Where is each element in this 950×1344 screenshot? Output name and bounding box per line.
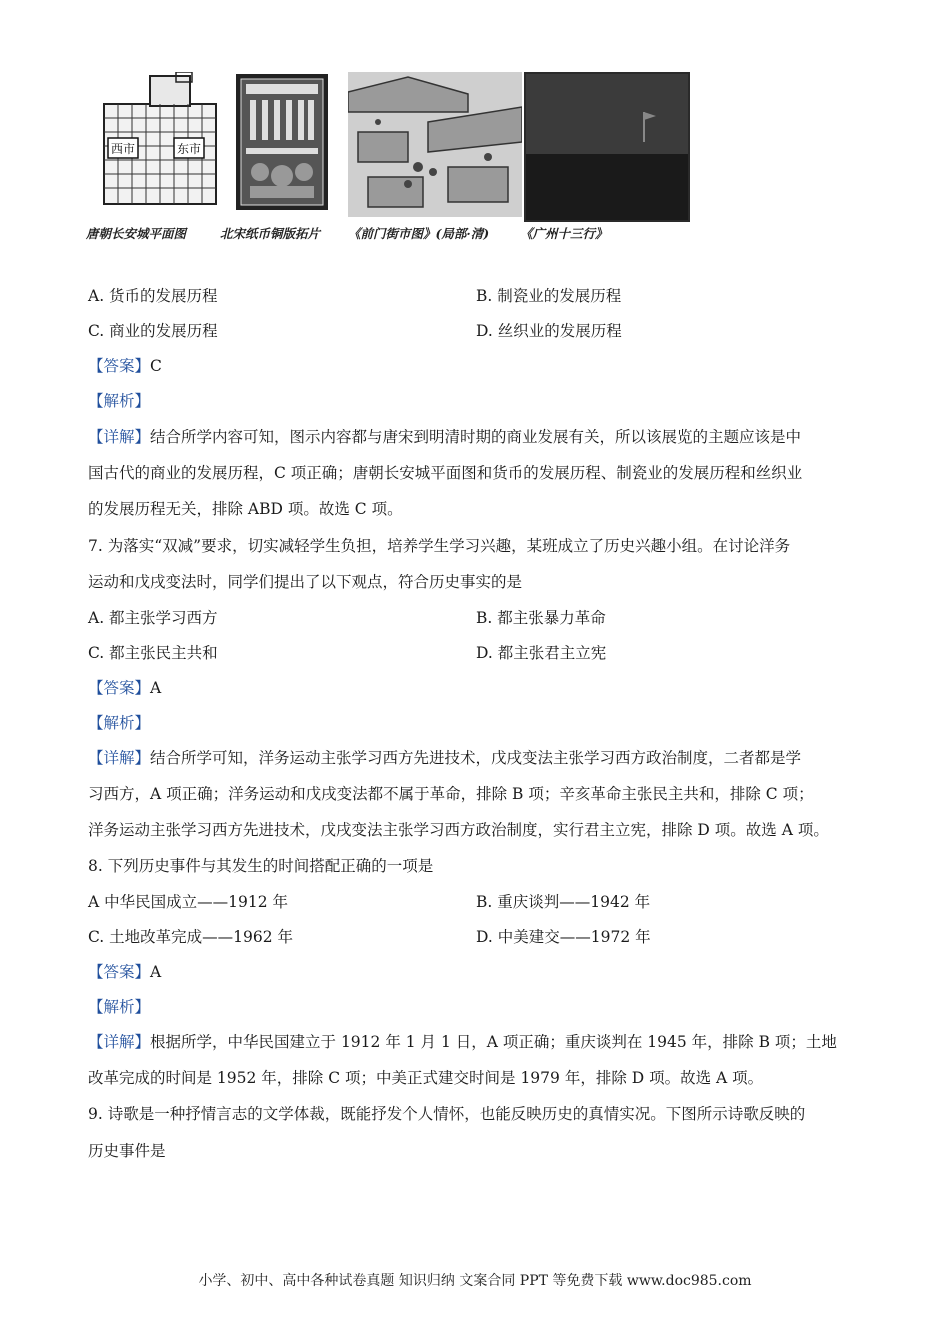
q6-option-a: A. 货币的发展历程 <box>88 287 218 305</box>
detail-text: 结合所学内容可知，图示内容都与唐宋到明清时期的商业发展有关，所以该展览的主题应该是中 <box>150 428 802 446</box>
caption-paper-money: 北宋纸币铜版拓片 <box>220 226 321 241</box>
q7-option-c: C. 都主张民主共和 <box>88 644 218 662</box>
answer-value: A <box>150 963 162 981</box>
figure-row <box>86 72 698 247</box>
caption-changan: 唐朝长安城平面图 <box>86 226 187 241</box>
answer-tag: 【答案】 <box>88 963 151 981</box>
q6-detail-line-3: 的发展历程无关，排除 ABD 项。故选 C 项。 <box>88 500 403 518</box>
q8-analysis-tag: 【解析】 <box>88 998 151 1016</box>
map-label-west: 西市 <box>110 142 136 156</box>
answer-value: C <box>150 357 162 375</box>
q8-option-a: A 中华民国成立——1912 年 <box>88 893 288 911</box>
qianmen-street-image <box>348 72 522 217</box>
detail-tag: 【详解】 <box>88 749 151 767</box>
answer-tag: 【答案】 <box>88 357 151 375</box>
q6-option-c: C. 商业的发展历程 <box>88 322 218 340</box>
q7-option-a: A. 都主张学习西方 <box>88 609 218 627</box>
q8-detail-line-2: 改革完成的时间是 1952 年，排除 C 项；中美正式建交时间是 1979 年，排除 D 项。故选 A 项。 <box>88 1069 764 1087</box>
q6-option-b: B. 制瓷业的发展历程 <box>476 287 622 305</box>
q7-detail-line-3: 洋务运动主张学习西方先进技术，戊戌变法主张学习西方政治制度，实行君主立宪，排除 D 项。故选 A 项。 <box>88 821 829 839</box>
q6-detail-line-1 <box>88 427 801 447</box>
detail-tag: 【详解】 <box>88 428 151 446</box>
answer-tag: 【答案】 <box>88 679 151 697</box>
song-paper-money-image <box>236 72 328 212</box>
caption-qianmen: 《前门街市图》(局部·清) <box>348 226 490 241</box>
guangzhou-thirteen-hongs-image <box>524 72 690 222</box>
changan-map-image <box>98 72 220 212</box>
q7-stem-line-2: 运动和戊戌变法时，同学们提出了以下观点，符合历史事实的是 <box>88 573 523 591</box>
q8-detail-line-1 <box>88 1032 837 1052</box>
q6-answer <box>88 356 162 376</box>
q8-option-d: D. 中美建交——1972 年 <box>476 928 651 946</box>
q8-option-b: B. 重庆谈判——1942 年 <box>476 893 651 911</box>
q7-answer <box>88 678 161 698</box>
q8-option-c: C. 土地改革完成——1962 年 <box>88 928 294 946</box>
answer-value: A <box>150 679 162 697</box>
q7-detail-line-2: 习西方，A 项正确；洋务运动和戊戌变法都不属于革命，排除 B 项；辛亥革命主张民主共和，排除 C 项； <box>88 785 814 803</box>
q8-answer <box>88 962 161 982</box>
q8-stem: 8. 下列历史事件与其发生的时间搭配正确的一项是 <box>88 857 434 875</box>
map-label-east: 东市 <box>176 142 202 156</box>
q6-detail-line-2: 国古代的商业的发展历程，C 项正确；唐朝长安城平面图和货币的发展历程、制瓷业的发展历程和丝织业 <box>88 464 803 482</box>
q9-stem-line-1: 9. 诗歌是一种抒情言志的文学体裁，既能抒发个人情怀，也能反映历史的真情实况。下图所示诗歌反映的 <box>88 1105 806 1123</box>
q6-option-d: D. 丝织业的发展历程 <box>476 322 622 340</box>
detail-tag: 【详解】 <box>88 1033 151 1051</box>
q7-option-b: B. 都主张暴力革命 <box>476 609 606 627</box>
detail-text: 根据所学，中华民国建立于 1912 年 1 月 1 日，A 项正确；重庆谈判在 1945 年，排除 B 项；土地 <box>150 1033 837 1051</box>
caption-guangzhou: 《广州十三行》 <box>520 226 608 241</box>
q6-analysis-tag: 【解析】 <box>88 392 151 410</box>
q7-detail-line-1 <box>88 748 801 768</box>
page-footer: 小学、初中、高中各种试卷真题 知识归纳 文案合同 PPT 等免费下载 www.doc985.com <box>198 1273 752 1289</box>
detail-text: 结合所学可知，洋务运动主张学习西方先进技术，戊戌变法主张学习西方政治制度，二者都是学 <box>150 749 802 767</box>
q7-analysis-tag: 【解析】 <box>88 714 151 732</box>
q9-stem-line-2: 历史事件是 <box>88 1142 166 1160</box>
q7-stem-line-1: 7. 为落实“双减”要求，切实减轻学生负担，培养学生学习兴趣，某班成立了历史兴趣小组。在讨论洋务 <box>88 537 791 555</box>
q7-option-d: D. 都主张君主立宪 <box>476 644 607 662</box>
